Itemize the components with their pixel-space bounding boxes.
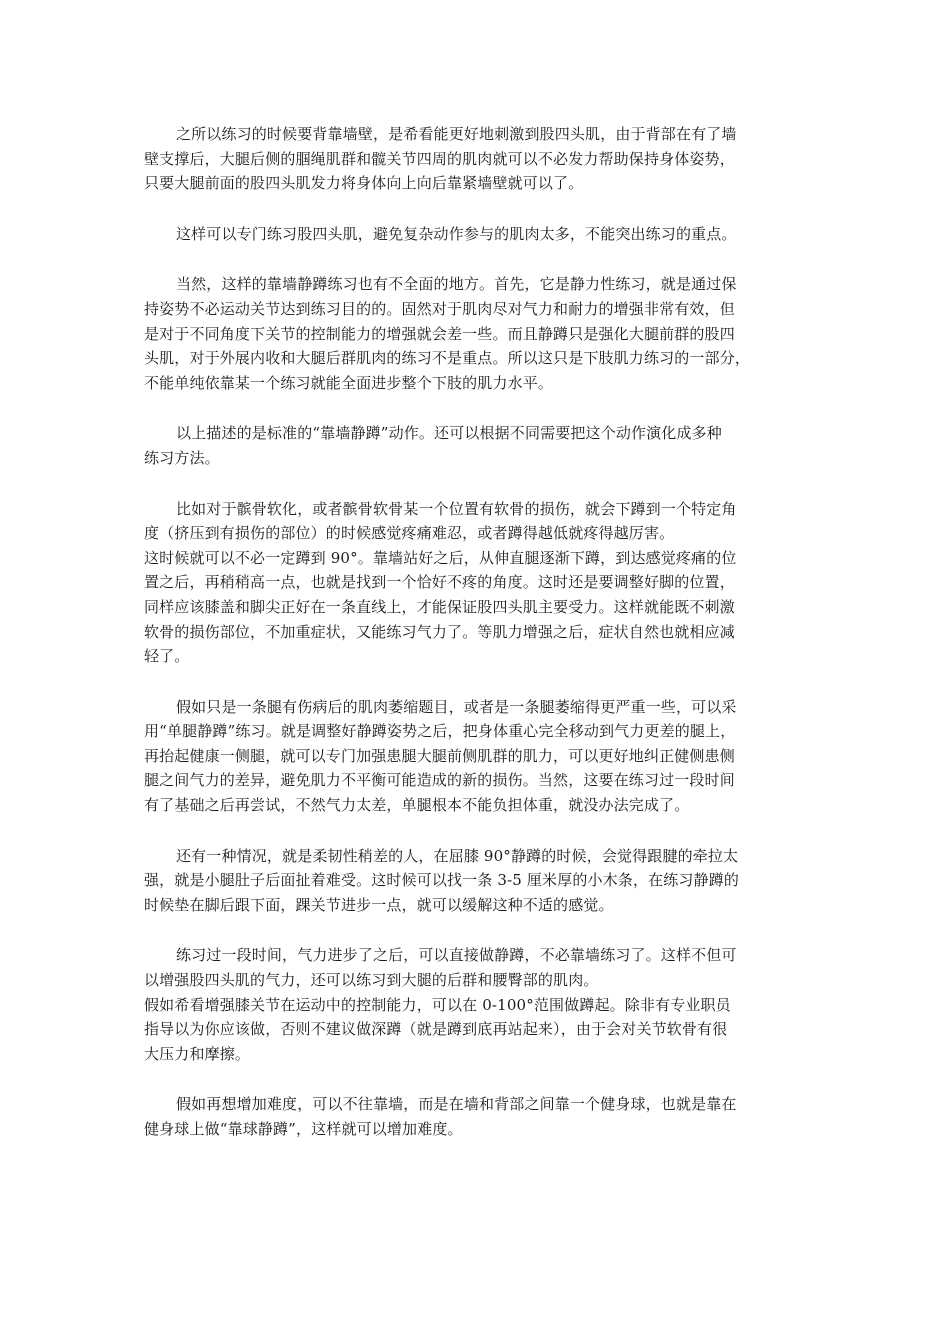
text-line: 度（挤压到有损伤的部位）的时候感觉疼痛难忍，或者蹲得越低就疼得越厉害。 (144, 524, 675, 543)
text-line: 时候垫在脚后跟下面，踝关节进步一点，就可以缓解这种不适的感觉。 (144, 895, 614, 914)
paragraph-progression (144, 943, 816, 1066)
text-line: 大压力和摩擦。 (144, 1044, 251, 1063)
text-line: 以增强股四头肌的气力，还可以练习到大腿的后群和腰臀部的肌肉。 (144, 971, 599, 990)
text-line: 还有一种情况，就是柔韧性稍差的人，在屈膝 90°静蹲的时候，会觉得跟腱的牵拉太 (176, 846, 739, 865)
text-line: 头肌，对于外展内收和大腿后群肌肉的练习不是重点。所以这只是下肢肌力练习的一部分， (144, 349, 751, 368)
text-line: 同样应该膝盖和脚尖正好在一条直线上，才能保证股四头肌主要受力。这样就能既不刺激 (144, 597, 735, 616)
text-line: 强，就是小腿肚子后面扯着难受。这时候可以找一条 3-5 厘米厚的小木条，在练习静蹲的 (144, 871, 739, 890)
text-line: 软骨的损伤部位，不加重症状，又能练习气力了。等肌力增强之后，症状自然也就相应减 (144, 622, 735, 641)
paragraph-wall-support (144, 122, 816, 196)
paragraph-focus-quadriceps (144, 222, 816, 247)
text-line: 置之后，再稍稍高一点，也就是找到一个恰好不疼的角度。这时还是要调整好脚的位置， (144, 573, 735, 592)
text-line: 有了基础之后再尝试，不然气力太差，单腿根本不能负担体重，就没办法完成了。 (144, 796, 690, 815)
paragraph-patella-softening (144, 497, 816, 669)
text-line: 是对于不同角度下关节的控制能力的增强就会差一些。而且静蹲只是强化大腿前群的股四 (144, 324, 735, 343)
text-line: 指导以为你应该做，否则不建议做深蹲（就是蹲到底再站起来），由于会对关节软骨有很 (144, 1020, 728, 1039)
text-line: 持姿势不必运动关节达到练习目的的。固然对于肌肉尽对气力和耐力的增强非常有效，但 (144, 299, 735, 318)
text-line: 当然，这样的靠墙静蹲练习也有不全面的地方。首先，它是静力性练习，就是通过保 (176, 275, 737, 294)
text-line: 练习过一段时间，气力进步了之后，可以直接做静蹲，不必靠墙练习了。这样不但可 (176, 946, 737, 965)
paragraph-ball-squat (144, 1092, 816, 1141)
text-line: 用“单腿静蹲”练习。就是调整好静蹲姿势之后，把身体重心完全移动到气力更差的腿上， (144, 722, 736, 741)
text-line: 这时候就可以不必一定蹲到 90°。靠墙站好之后，从伸直腿逐渐下蹲，到达感觉疼痛的位 (144, 548, 737, 567)
text-line: 腿之间气力的差异，避免肌力不平衡可能造成的新的损伤。当然，这要在练习过一段时间 (144, 771, 735, 790)
text-line: 比如对于髌骨软化，或者髌骨软骨某一个位置有软骨的损伤，就会下蹲到一个特定角 (176, 499, 737, 518)
text-line: 健身球上做“靠球静蹲”，这样就可以增加难度。 (144, 1120, 463, 1138)
text-line: 轻了。 (144, 647, 190, 666)
text-line: 假如再想增加难度，可以不往靠墙，而是在墙和背部之间靠一个健身球，也就是靠在 (176, 1095, 737, 1114)
document-body (144, 122, 816, 1168)
text-line: 壁支撑后，大腿后侧的腘绳肌群和髋关节四周的肌肉就可以不必发力帮助保持身体姿势， (144, 149, 735, 168)
text-line: 以上描述的是标准的“靠墙静蹲”动作。还可以根据不同需要把这个动作演化成多种 (176, 424, 722, 443)
paragraph-single-leg (144, 695, 816, 818)
text-line: 不能单纯依靠某一个练习就能全面进步整个下肢的肌力水平。 (144, 373, 554, 392)
paragraph-limitations (144, 272, 816, 395)
paragraph-flexibility (144, 844, 816, 918)
text-line: 之所以练习的时候要背靠墙壁，是希看能更好地刺激到股四头肌，由于背部在有了墙 (176, 125, 737, 143)
text-line: 练习方法。 (144, 448, 220, 467)
paragraph-variations-intro (144, 421, 816, 470)
text-line: 只要大腿前面的股四头肌发力将身体向上向后靠紧墙壁就可以了。 (144, 174, 584, 193)
text-line: 这样可以专门练习股四头肌，避免复杂动作参与的肌肉太多，不能突出练习的重点。 (176, 224, 737, 243)
text-line: 再抬起健康一侧腿，就可以专门加强患腿大腿前侧肌群的肌力，可以更好地纠正健侧患侧 (144, 746, 735, 765)
text-line: 假如希看增强膝关节在运动中的控制能力，可以在 0-100°范围做蹲起。除非有专业职员 (144, 995, 731, 1014)
text-line: 假如只是一条腿有伤病后的肌肉萎缩题目，或者是一条腿萎缩得更严重一些，可以采 (176, 697, 737, 716)
